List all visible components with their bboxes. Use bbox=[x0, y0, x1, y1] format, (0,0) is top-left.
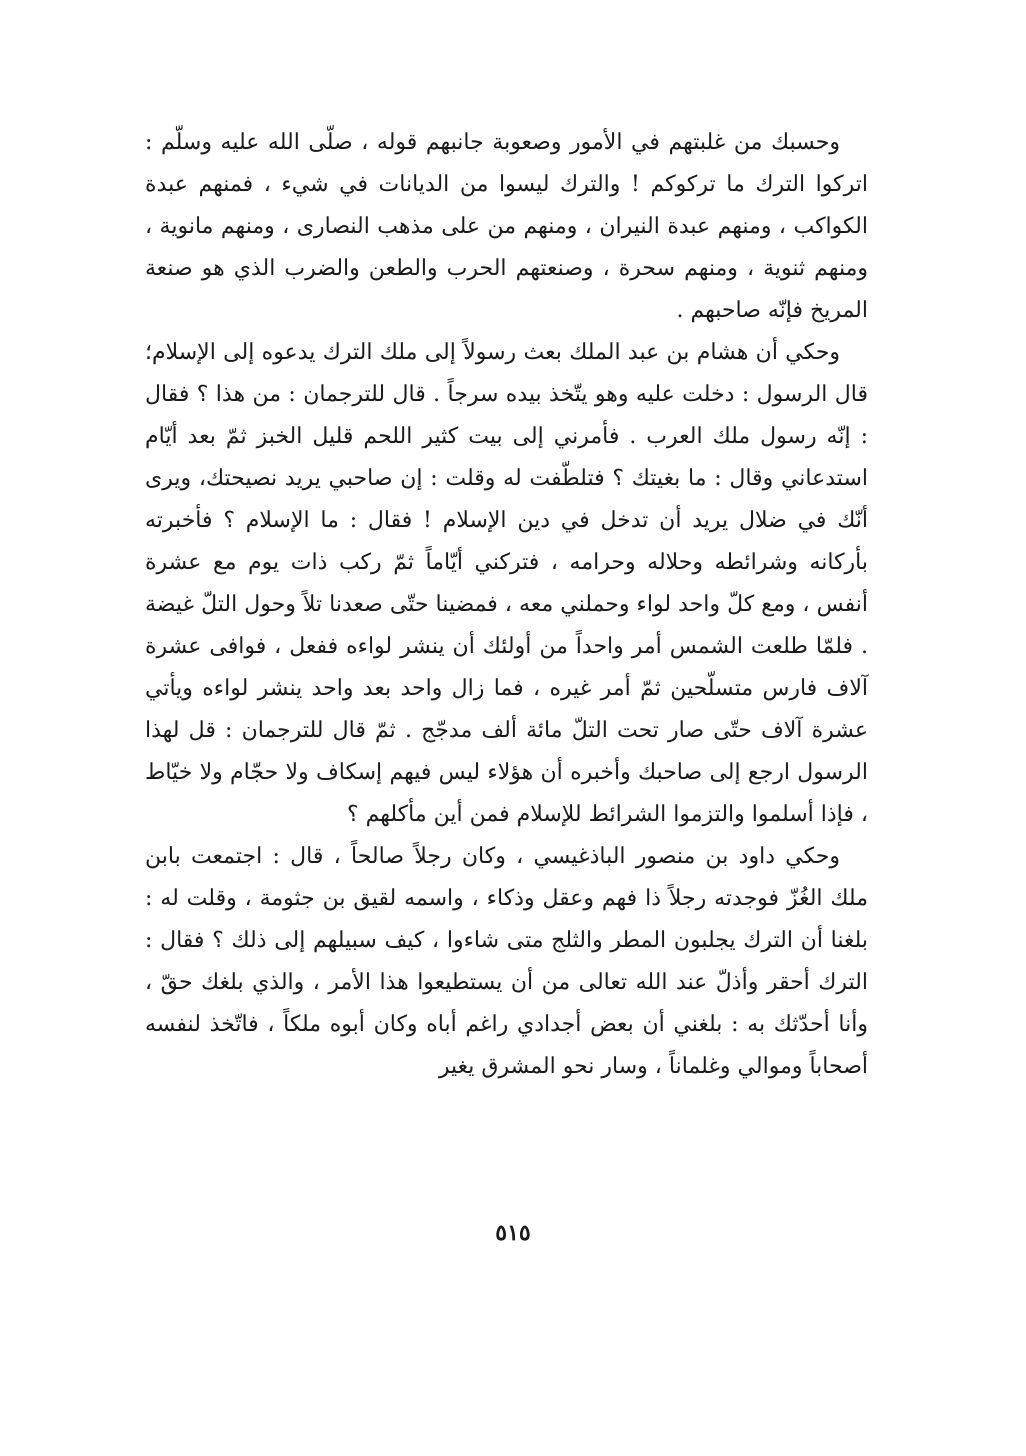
paragraph-dawud-story: وحكي داود بن منصور الباذغيسي ، وكان رجلاً صالحاً ، قال : اجتمعت بابن ملك الغُزّ فوجدته رجلاً ذا فهم وعقل وذكاء ، واسمه لقيق بن جثومة ، وقلت له : بلغنا أن الترك يجلبون المطر والثلج متى شاءوا ، كيف سبيلهم إلى ذلك ؟ فقال : الترك أحقر وأذلّ عند الله تعالى من أن يستطيعوا هذا الأمر ، والذي بلغك حقّ ، وأنا أحدّثك به : بلغني أن بعض أجدادي راغم أباه وكان أبوه ملكاً ، فاتّخذ لنفسه أصحاباً وموالي وغلماناً ، وسار نحو المشرق يغير bbox=[145, 844, 868, 1079]
page-number: ٥١٥ bbox=[495, 1220, 531, 1246]
paragraph-turks-religions: وحسبك من غلبتهم في الأمور وصعوبة جانبهم قوله ، صلّى الله عليه وسلّم : اتركوا الترك ما تركوكم ! والترك ليسوا من الديانات في شيء ، فمنهم عبدة الكواكب ، ومنهم عبدة النيران ، ومنهم من على مذهب النصارى ، ومنهم مانوية ، ومنهم ثنوية ، ومنهم سحرة ، وصنعتهم الحرب والطعن والضرب الذي هو صنعة المريخ فإنّه صاحبهم . bbox=[145, 130, 868, 323]
body-text bbox=[145, 122, 868, 1088]
paragraph-hisham-envoy: وحكي أن هشام بن عبد الملك بعث رسولاً إلى ملك الترك يدعوه إلى الإسلام؛ قال الرسول : دخلت عليه وهو يتّخذ بيده سرجاً . قال للترجمان : من هذا ؟ فقال : إنّه رسول ملك العرب . فأمرني إلى بيت كثير اللحم قليل الخبز ثمّ بعد أيّام استدعاني وقال : ما بغيتك ؟ فتلطّفت له وقلت : إن صاحبي يريد نصيحتك، ويرى أنّك في ضلال يريد أن تدخل في دين الإسلام ! فقال : ما الإسلام ؟ فأخبرته بأركانه وشرائطه وحلاله وحرامه ، فتركني أيّاماً ثمّ ركب ذات يوم مع عشرة أنفس ، ومع كلّ واحد لواء وحملني معه ، فمضينا حتّى صعدنا تلاً وحول التلّ غيضة . فلمّا طلعت الشمس أمر واحداً من أولئك أن ينشر لواءه ففعل ، فوافى عشرة آلاف فارس متسلّحين ثمّ أمر غيره ، فما زال واحد بعد واحد ينشر لواءه ويأتي عشرة آلاف حتّى صار تحت التلّ مائة ألف مدجّج . ثمّ قال للترجمان : قل لهذا الرسول ارجع إلى صاحبك وأخبره أن هؤلاء ليس فيهم إسكاف ولا حجّام ولا خيّاط ، فإذا أسلموا والتزموا الشرائط للإسلام فمن أين مأكلهم ؟ bbox=[145, 340, 868, 827]
